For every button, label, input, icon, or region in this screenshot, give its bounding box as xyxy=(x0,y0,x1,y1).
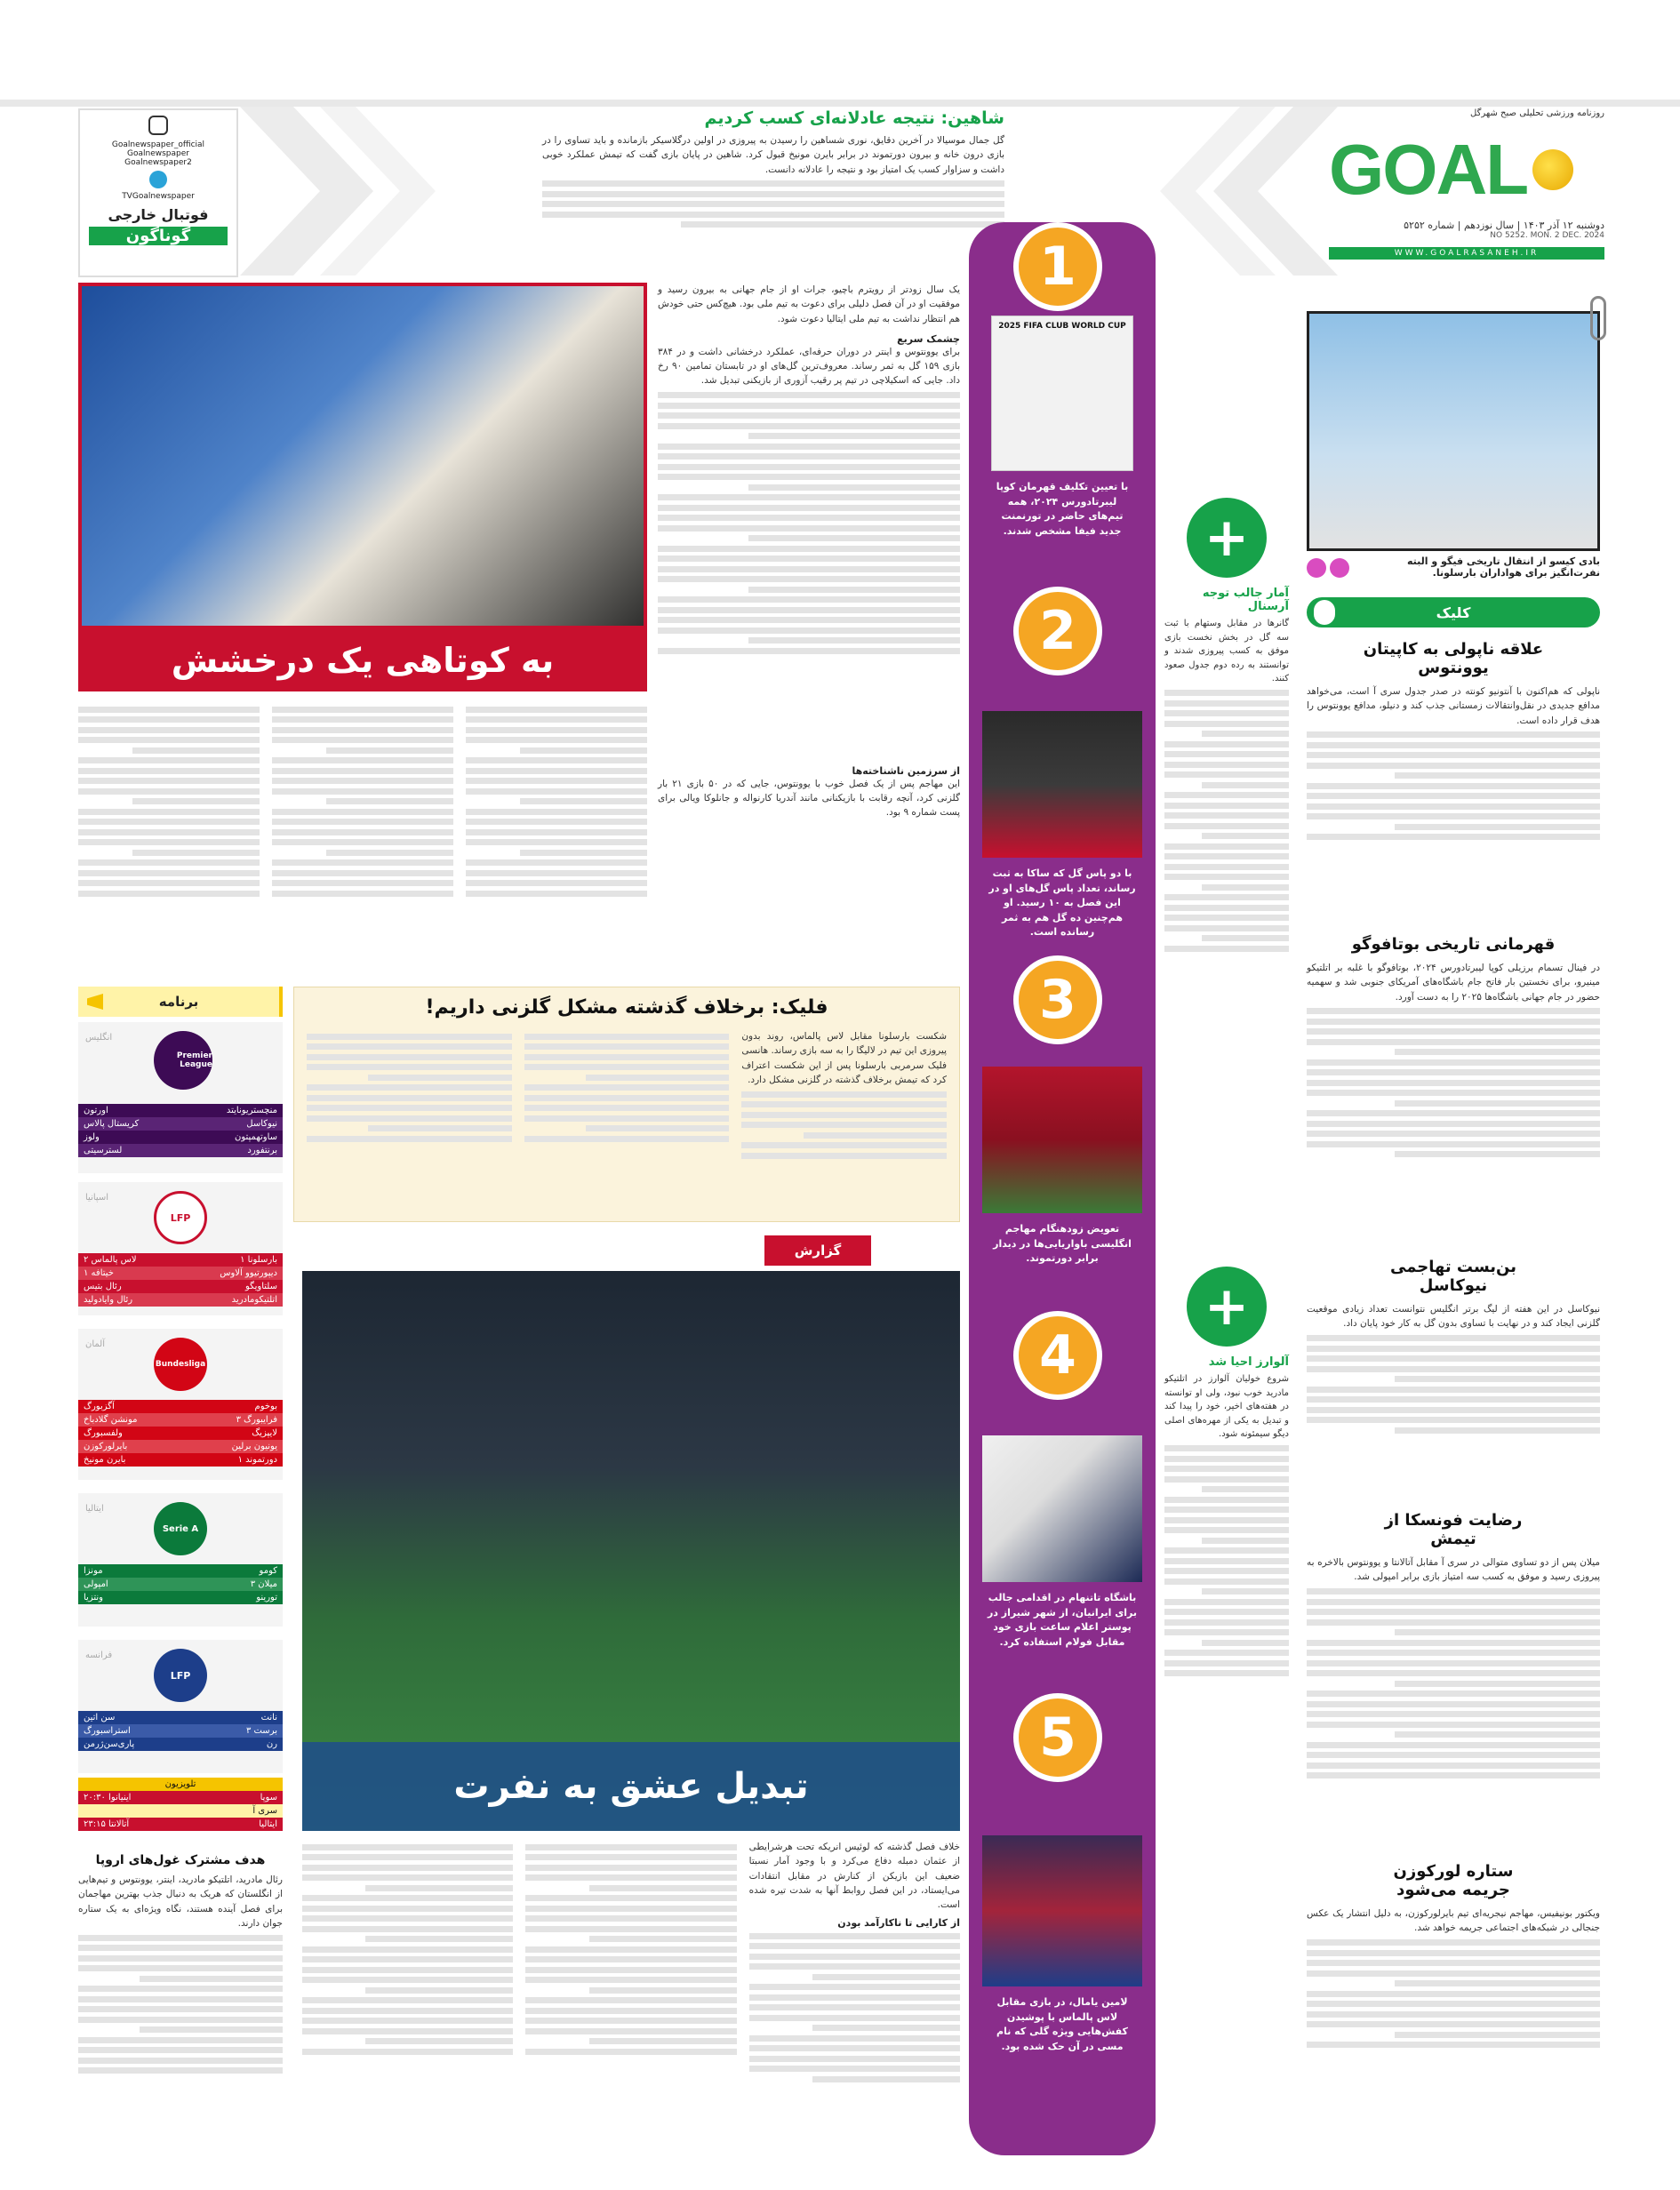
filler xyxy=(525,1840,736,2151)
fixture-row: میلان ۳ امپولی xyxy=(78,1578,283,1591)
right-item-body: میلان پس از دو تساوی متوالی در سری آ مقابل آتالانتا و یوونتوس بالاخره به پیروزی رسید و موفق به کسب سه امتیاز بازی برابر امپولی شد. xyxy=(1307,1557,1600,1583)
number-badge: 5 xyxy=(1013,1693,1102,1782)
fixture-row: منچستریونایتد اورتون xyxy=(78,1104,283,1117)
plus-icon: + xyxy=(1187,1267,1267,1347)
mouse-icon xyxy=(1314,600,1335,625)
scorers-article xyxy=(78,1853,283,2135)
filler xyxy=(1307,1936,1600,2096)
filler xyxy=(1307,1331,1600,1474)
fixture-row: کومو مونزا xyxy=(78,1564,283,1578)
sad-face-icon xyxy=(1330,558,1349,578)
date-line: دوشنبه ۱۲ آذر ۱۴۰۳ | سال نوزدهم | شماره ۵۲۵۲ xyxy=(1404,220,1604,231)
league-name: انگلیس xyxy=(85,1033,113,1043)
filler xyxy=(741,1087,947,1194)
league-name: آلمان xyxy=(85,1339,105,1349)
tv-table xyxy=(78,1778,283,1831)
number-caption: تعویض زودهنگام مهاجم انگلیسی باواریایی‌ها در دیدار برابر دورتموند. xyxy=(993,1223,1132,1264)
filler xyxy=(524,1029,730,1189)
feature-column-1 xyxy=(658,283,960,819)
click-label: کلیک xyxy=(1436,603,1471,621)
filler xyxy=(302,1840,513,2151)
fixture-row: بارسلونا ۱ لاس پالماس ۲ xyxy=(78,1253,283,1267)
league-block xyxy=(78,1022,283,1173)
filler xyxy=(1164,686,1289,1059)
fixture-row: نانت سن اتین xyxy=(78,1711,283,1724)
right-item-title: رضایت فونسکا از تیمش xyxy=(1384,1511,1523,1548)
right-item-title: ستاره لورکوزن جریمه می‌شود xyxy=(1393,1862,1514,1899)
chevron-decor-left xyxy=(240,107,489,276)
number-badge: 1 xyxy=(1013,222,1102,311)
program-label: برنامه xyxy=(158,994,199,1010)
tottenham-image xyxy=(982,1435,1142,1582)
serie-a-icon: Serie A xyxy=(154,1502,207,1555)
section-sub: گوناگون xyxy=(89,227,228,245)
league-name: اسپانیا xyxy=(85,1193,109,1203)
instagram-handle-3[interactable]: Goalnewspaper2 xyxy=(124,158,192,167)
fixture-row: ساوتهمپتون ولوز xyxy=(78,1131,283,1144)
number-caption: لامین یامال، در بازی مقابل لاس پالماس با پوشیدن کفش‌هایی ویژه گلی که نام مسی در آن حک شده بود. xyxy=(996,1996,1128,2052)
right-item-body: ویکتور بونیفیس، مهاجم نیجریه‌ای تیم بایرلورکوزن، به دلیل انتشار یک عکس جنجالی در شبکه‌های اجتماعی جریمه خواهد شد. xyxy=(1307,1908,1600,1934)
schillaci-image xyxy=(78,283,647,629)
fixture-row: فرایبورگ ۳ مونشن گلادباخ xyxy=(78,1413,283,1427)
report-label-bar xyxy=(764,1235,871,1266)
website[interactable]: WWW.GOALRASANEH.IR xyxy=(1329,247,1604,260)
tv-header: تلویزیون xyxy=(78,1778,283,1791)
date-line-en: NO 5252. MON. 2 DEC. 2024 xyxy=(1490,231,1604,240)
fixture-row: سلتاویگو رئال بتیس xyxy=(78,1280,283,1293)
flick-body: شکست بارسلونا مقابل لاس پالماس، روند بدون پیروزی این تیم در لالیگا را به سه بازی رساند. هانسی فلیک سرمربی بارسلونا پس از این شکست اعتراف کرد که تیمش برخلاف گذشته در گلزنی مشکل دارد. xyxy=(741,1031,947,1085)
premier-league-icon: Premier League xyxy=(154,1031,212,1090)
side-note-body: گانرها در مقابل وستهام با ثبت سه گل در بخش نخست بازی موفق به کسب پیروزی شدند و توانستند به رده دوم جدول صعود کنند. xyxy=(1164,619,1289,683)
number-caption: با دو پاس گل که ساکا به ثبت رساند، تعداد پاس گل‌های او در این فصل به ۱۰ رسید. او هم‌چنین ده گل هم به ثمر رسانده است. xyxy=(988,867,1136,938)
right-item-title: قهرمانی تاریخی بوتافوگو xyxy=(1351,935,1556,954)
number-caption: باشگاه تاتنهام در اقدامی جالب برای ایرانیان، از شهر شیراز در پوستر اعلام ساعت بازی خود مقابل فولام استفاده کرد. xyxy=(987,1592,1138,1648)
filler xyxy=(466,702,647,978)
filler xyxy=(749,1929,960,2142)
scorers-body: رئال مادرید، اتلتیکو مادرید، اینتر، یوونتوس و تیم‌هایی از انگلستان که هریک به دنبال جذب بهترین مهاجمان برای فصل آینده هستند، نگاه ویژه‌ای به یک ستاره جوان دارند. xyxy=(78,1874,283,1929)
right-item-title: بن‌بست تهاجمی نیوکاسل xyxy=(1389,1258,1516,1295)
fixture-row: برنتفورد لسترسیتی xyxy=(78,1144,283,1157)
social-box xyxy=(78,108,238,277)
side-note-title: آلوارز احیا شد xyxy=(1208,1355,1289,1369)
fixture-row: ایتالیا آتالانتا ۲۳:۱۵ xyxy=(78,1818,283,1831)
top-story xyxy=(542,108,1004,277)
right-item-body: در فینال تسمام برزیلی کوپا لیبرتادورس ۲۰۲۴، بوتافوگو با غلبه بر اتلتیکو مینیرو، برای نخستین بار فاتح جام باشگاه‌های آمریکای جنوبی شد و سهمیه حضور در جام جهانی باشگاه‌ها ۲۰۲۵ را به دست آورد. xyxy=(1307,963,1601,1003)
masthead xyxy=(1329,108,1604,277)
fixture-row: اتلتیکومادرید رئال وایادولید xyxy=(78,1293,283,1307)
right-item xyxy=(1307,1862,1600,2096)
league-name: فرانسه xyxy=(85,1650,113,1660)
laliga-icon: LFP xyxy=(154,1191,207,1244)
right-item-body: ناپولی که هم‌اکنون با آنتونیو کونته در صدر جدول سری آ است، می‌خواهد مدافع جدیدی در نقل‌وانتقالات زمستانی جذب کند و دنیلو، مدافع یوونتوس را هدف قرار داده است. xyxy=(1307,686,1600,726)
top-story-filler xyxy=(542,177,1004,248)
bayern-image xyxy=(982,1067,1142,1213)
side-note-body: شروع خولیان آلوارز در اتلتیکو مادرید خوب نبود، ولی او توانسته در هفته‌های اخیر، خود را پیدا کند و تبدیل به یکی از مهره‌های اصلی دیگو سیمئونه شود. xyxy=(1164,1374,1289,1439)
report-label: گزارش xyxy=(794,1243,842,1259)
scorers-title: هدف مشترک غول‌های اروپا xyxy=(95,1853,266,1867)
right-item xyxy=(1307,1258,1600,1474)
league-block xyxy=(78,1329,283,1480)
bundesliga-icon: Bundesliga xyxy=(154,1338,207,1391)
cartoon-faces xyxy=(1307,558,1349,578)
filler xyxy=(1307,1004,1600,1227)
happy-face-icon xyxy=(1307,558,1326,578)
feature-subhead-2: از سرزمین ناشناخته‌ها xyxy=(852,764,960,777)
league-block xyxy=(78,1493,283,1627)
paperclip-icon xyxy=(1590,296,1606,340)
filler xyxy=(1307,1585,1600,1860)
cartoon-caption: بادی کیسو از انتقال تاریخی فیگو و البته نفرت‌انگیز برای هواداران بارسلونا. xyxy=(1406,555,1600,579)
fixture-row: دیپورتیوو آلاوس خیتافه ۱ xyxy=(78,1267,283,1280)
right-item-body: نیوکاسل در این هفته از لیگ برتر انگلیس نتوانست تعداد زیادی موقعیت گلزنی ایجاد کند و در نهایت با تساوی بدون گل به کار خود پایان داد. xyxy=(1307,1304,1600,1330)
saka-image xyxy=(982,711,1142,858)
filler xyxy=(1307,728,1600,897)
right-item xyxy=(1307,935,1600,1227)
fixture-row: سری آ xyxy=(78,1804,283,1818)
side-note-title: آمار جالب توجه آرسنال xyxy=(1202,587,1289,613)
logo: GOAL xyxy=(1329,129,1604,211)
filler xyxy=(658,388,960,762)
league-block xyxy=(78,1640,283,1773)
filler xyxy=(1164,1442,1289,1779)
yamal-image xyxy=(982,1835,1142,1986)
report-body-text: خلاف فصل گذشته که لوئیس انریکه تحت هرشرایطی از عثمان دمبله دفاع می‌کرد و با وجود آمار نسبتا ضعیف این بازیکن از کنارش در مقابل انتقادات می‌ایستاد، در این فصل روابط آنها به شدت تیره شده است. xyxy=(748,1842,960,1911)
logo-ball-icon xyxy=(1532,149,1573,190)
filler xyxy=(307,1029,512,1189)
flick-box xyxy=(293,987,960,1222)
league-block xyxy=(78,1182,283,1315)
feature-title: به کوتاهی یک درخشش xyxy=(171,641,555,680)
feature-title-bar xyxy=(78,629,647,691)
feature-body: برای یوونتوس و اینتر در دوران حرفه‌ای، عملکرد درخشانی داشت و در ۳۸۴ بازی ۱۵۹ گل به ثمر رساند. معروف‌ترین گل‌های او در تابستان تمامین ۹۰ رخ داد. جایی که اسکیلاچی در تیم پر رقیب آزوری از بازیکنی تبدیل شد. xyxy=(658,346,961,387)
right-item xyxy=(1307,1511,1600,1860)
ligue-1-icon: LFP xyxy=(154,1649,207,1702)
instagram-handle[interactable]: Goalnewspaper_official xyxy=(111,140,205,149)
masthead-tagline: روزنامه ورزشی تحلیلی صبح شهرگل xyxy=(1470,108,1604,118)
right-item-title: علاقه ناپولی به کاپیتان یوونتوس xyxy=(1363,640,1544,677)
fixture-row: برست ۳ استراسبورگ xyxy=(78,1724,283,1738)
feature-subhead: چشمک سریع xyxy=(897,332,960,345)
right-item xyxy=(1307,640,1600,897)
number-badge: 2 xyxy=(1013,587,1102,675)
report-title-bar xyxy=(302,1742,960,1831)
feature-lower-cols xyxy=(78,702,647,978)
fixture-row: دورتموند ۱ بایرن مونیخ xyxy=(78,1453,283,1467)
club-world-cup-image xyxy=(991,316,1133,471)
report-body xyxy=(302,1840,960,2151)
plus-icon: + xyxy=(1187,498,1267,578)
report-title: تبدیل عشق به نفرت xyxy=(453,1766,809,1807)
top-story-title: شاهین: نتیجه عادلانه‌ای کسب کردیم xyxy=(704,108,1004,128)
fixture-row: بوخوم آگزبورگ xyxy=(78,1400,283,1413)
number-caption: با تعیین تکلیف قهرمان کوپا لیبرتادورس ۲۰۲۴، همه تیم‌های حاضر در تورنمنت جدید فیفا مشخص شدند. xyxy=(996,481,1129,537)
telegram-handle[interactable]: TVGoalnewspaper xyxy=(122,192,195,201)
fixture-row: نیوکاسل کریستال پالاس xyxy=(78,1117,283,1131)
side-note xyxy=(1164,587,1289,1059)
click-banner xyxy=(1307,597,1600,627)
side-note xyxy=(1164,1355,1289,1779)
instagram-icon[interactable] xyxy=(148,116,168,135)
filler xyxy=(78,702,260,978)
top-rule xyxy=(0,100,1680,107)
number-badge: 4 xyxy=(1013,1311,1102,1400)
cartoon xyxy=(1307,311,1600,551)
fixture-row: لایپزیگ ولفسبورگ xyxy=(78,1427,283,1440)
instagram-handle-2[interactable]: Goalnewspaper xyxy=(127,149,189,158)
section-label: فوتبال خارجی xyxy=(108,206,209,223)
megaphone-icon xyxy=(87,994,114,1010)
feature-lede: یک سال زودتر از رویترم باچیو، جرات او از جام جهانی به بیرون رسید و موفقیت او در آن فصل دلیلی برای دعوت به تیم ملی بود. هیچ‌کس حتی خودش هم انتظار نداشت به تیم ملی ایتالیا دعوت شود. xyxy=(658,284,960,324)
report-subhead: از کارایی تا ناکارآمد بودن xyxy=(837,1917,960,1930)
fixture-row: رن پاری‌سن‌ژرمن xyxy=(78,1738,283,1751)
number-badge: 3 xyxy=(1013,955,1102,1044)
program-header xyxy=(78,987,283,1017)
flick-title: فلیک: برخلاف گذشته مشکل گلزنی داریم! xyxy=(425,996,828,1019)
filler xyxy=(78,1930,283,2135)
league-name: ایتالیا xyxy=(85,1504,104,1514)
fixture-row: یونیون برلین بایرلورکوزن xyxy=(78,1440,283,1453)
filler xyxy=(272,702,453,978)
feature-body-2: این مهاجم پس از یک فصل خوب با یوونتوس، جایی که در ۵۰ بازی ۲۱ بار گلزنی کرد، آنچه رقابت با بازیکنانی مانند آندریا کارنواله و جانلوکا ویالی برای پست شماره ۹ بود. xyxy=(658,778,960,819)
fixture-row: تورینو ونتزیا xyxy=(78,1591,283,1604)
fixture-row: سوپا اینیانوا ۲۰:۳۰ xyxy=(78,1791,283,1804)
telegram-icon[interactable] xyxy=(149,171,167,188)
club-world-cup-label: 2025 FIFA CLUB WORLD CUP xyxy=(998,322,1126,331)
top-story-body: گل جمال موسیالا در آخرین دقایق، نوری شساهین را رسیدن به پیروزی در اولین درگلاسیکر بازمانده و باید تساوی را در بازی درون خانه و بیرون دورتموند در برابر بایرن مونیخ قبول کرد. شاهین در پایان بازی گفت که تیمش عملکرد خوبی داشت و سزاوار کسب یک امتیاز بود و نتیجه را عادلانه دانست. xyxy=(542,135,1004,175)
